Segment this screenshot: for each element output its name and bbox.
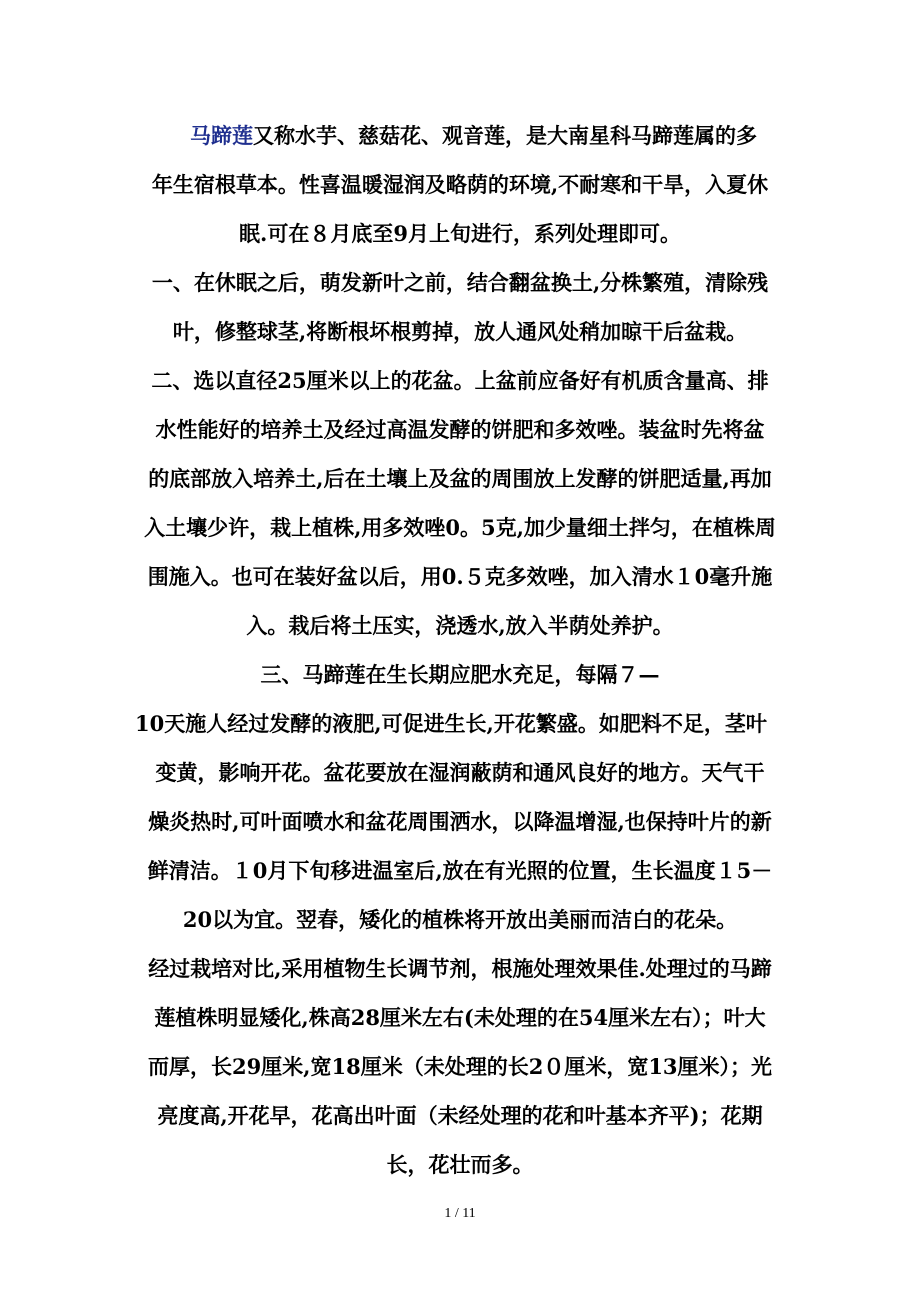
paragraph-line-2: 年生宿根草本。性喜温暖湿润及略荫的环境,不耐寒和干旱，入夏休 bbox=[151, 172, 769, 197]
paragraph-line-12: 三、马蹄莲在生长期应肥水充足，每隔７— bbox=[260, 662, 660, 687]
paragraph-line-9: 入土壤少许，栽上植株,用多效唑0。5克,加少量细土拌匀，在植株周 bbox=[144, 515, 776, 540]
paragraph-line-6: 二、选以直径25厘米以上的花盆。上盆前应备好有机质含量高、排 bbox=[151, 368, 769, 393]
paragraph-line-18: 经过栽培对比,采用植物生长调节剂，根施处理效果佳.处理过的马蹄 bbox=[148, 956, 772, 981]
paragraph-line-1 bbox=[135, 121, 785, 151]
title-link[interactable]: 马蹄莲 bbox=[190, 123, 253, 148]
paragraph-line-19: 莲植株明显矮化,株高28厘米左右(未处理的在54厘米左右）；叶大 bbox=[154, 1005, 766, 1030]
paragraph-line-17: 20以为宜。翌春，矮化的植株将开放出美丽而洁白的花朵。 bbox=[182, 907, 738, 932]
paragraph-line-16: 鲜清洁。１0月下旬移进温室后,放在有光照的位置，生长温度１5－ bbox=[147, 858, 773, 883]
paragraph-line-22: 长，花壮而多。 bbox=[386, 1152, 534, 1177]
paragraph-line-21: 亮度高,开花早，花高出叶面（未经处理的花和叶基本齐平)；花期 bbox=[157, 1103, 763, 1128]
paragraph-line-20: 而厚，长29厘米,宽18厘米（未处理的长2０厘米，宽13厘米）；光 bbox=[147, 1054, 773, 1079]
paragraph-line-10: 围施入。也可在装好盆以后，用0.５克多效唑，加入清水１0毫升施 bbox=[147, 564, 773, 589]
paragraph-line-3: 眠.可在８月底至9月上旬进行，系列处理即可。 bbox=[239, 221, 681, 246]
paragraph-line-8: 的底部放入培养土,后在土壤上及盆的周围放上发酵的饼肥适量,再加 bbox=[148, 466, 772, 491]
paragraph-line-4: 一、在休眠之后，萌发新叶之前，结合翻盆换土,分株繁殖，清除残 bbox=[151, 270, 769, 295]
paragraph-line-11: 入。栽后将土压实，浇透水,放入半荫处养护。 bbox=[246, 613, 674, 638]
paragraph-line-5: 叶，修整球茎,将断根坏根剪掉，放人通风处稍加晾干后盆栽。 bbox=[172, 319, 748, 344]
paragraph-line-15: 燥炎热时,可叶面喷水和盆花周围洒水，以降温增湿,也保持叶片的新 bbox=[148, 809, 772, 834]
paragraph-line-7: 水性能好的培养土及经过高温发酵的饼肥和多效唑。装盆时先将盆 bbox=[155, 417, 765, 442]
paragraph-line-13: 10天施人经过发酵的液肥,可促进生长,开花繁盛。如肥料不足，茎叶 bbox=[135, 711, 767, 736]
page-number: 1 / 11 bbox=[444, 1206, 476, 1221]
paragraph-line-14: 变黄，影响开花。盆花要放在湿润蔽荫和通风良好的地方。天气干 bbox=[155, 760, 765, 785]
line-text: 又称水芋、慈菇花、观音莲，是大南星科马蹄莲属的多 bbox=[253, 123, 757, 148]
